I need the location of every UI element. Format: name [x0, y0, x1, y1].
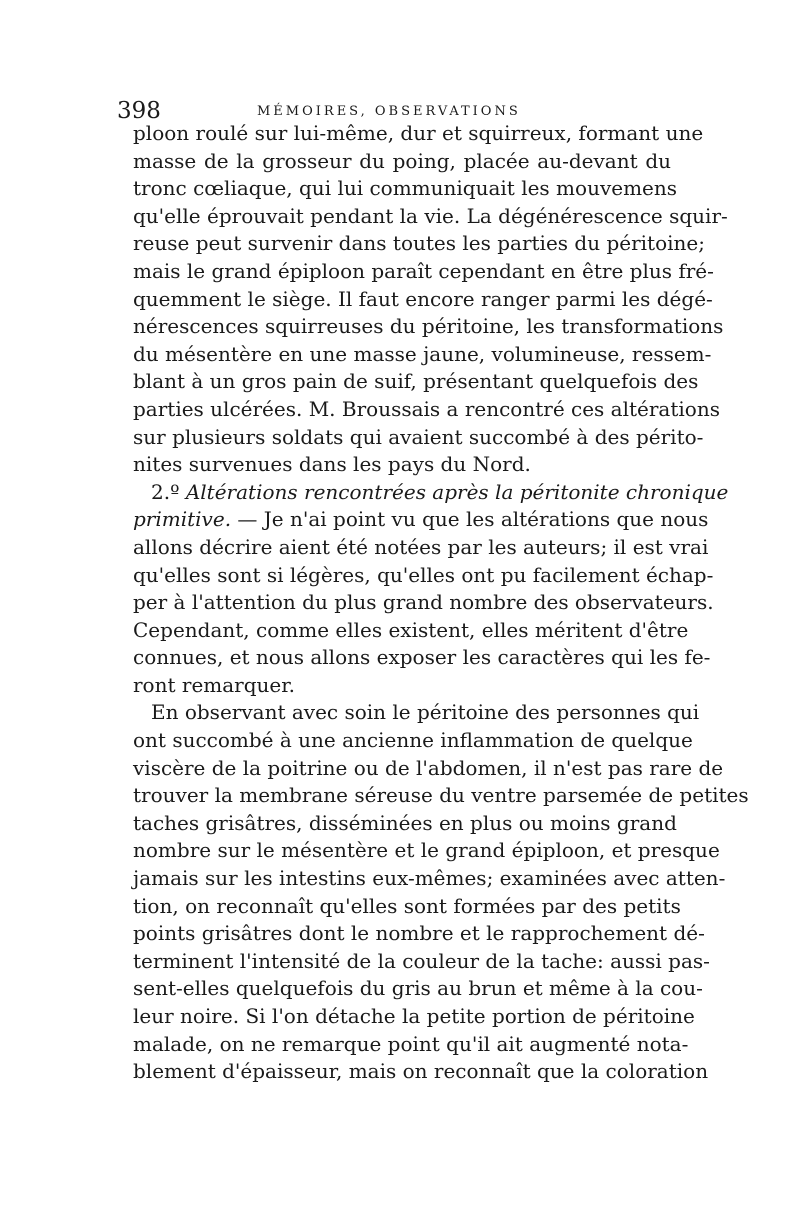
- text-segment: nites survenues dans les pays du Nord.: [133, 452, 531, 477]
- text-line: [133, 975, 703, 1003]
- text-line: [133, 203, 728, 231]
- text-line: [133, 865, 726, 893]
- running-head: MÉMOIRES, OBSERVATIONS: [257, 104, 521, 119]
- text-segment: sur plusieurs soldats qui avaient succombé à des périto-: [133, 424, 704, 449]
- text-segment: taches grisâtres, disséminées en plus ou moins grand: [133, 810, 677, 835]
- text-segment: points grisâtres dont le nombre et le rapprochement dé-: [133, 921, 705, 946]
- text-line: [133, 920, 705, 948]
- text-segment: trouver la membrane séreuse du ventre parsemée de petites: [133, 783, 749, 808]
- text-segment: connues, et nous allons exposer les caractères qui les fe-: [133, 645, 711, 670]
- text-segment: ont succombé à une ancienne inflammation de quelque: [133, 728, 693, 753]
- text-segment: parties ulcérées. M. Broussais a rencontré ces altérations: [133, 396, 720, 421]
- text-segment: 2.º: [151, 479, 186, 504]
- text-segment: quemment le siège. Il faut encore ranger parmi les dégé-: [133, 286, 713, 311]
- text-line: [133, 424, 704, 452]
- text-line: [133, 727, 693, 755]
- text-line: [133, 562, 714, 590]
- text-line: [133, 258, 714, 286]
- text-segment: leur noire. Si l'on détache la petite portion de péritoine: [133, 1004, 695, 1028]
- italic-text: Altérations rencontrées après la péritonite chronique: [185, 479, 729, 504]
- text-line: [133, 755, 724, 783]
- text-line: [133, 175, 678, 203]
- text-line: [133, 1031, 689, 1059]
- text-segment: ront remarquer.: [133, 672, 295, 697]
- text-segment: mais le grand épiploon paraît cependant en être plus fré-: [133, 258, 714, 283]
- text-line: [133, 313, 724, 341]
- text-line: [133, 1058, 709, 1086]
- text-line: [133, 396, 720, 424]
- text-line: [133, 644, 711, 672]
- text-line: [133, 893, 681, 921]
- text-line: [133, 120, 704, 148]
- text-segment: tion, on reconnaît qu'elles sont formées par des petits: [133, 893, 681, 918]
- text-segment: jamais sur les intestins eux-mêmes; examinées avec atten-: [133, 866, 726, 891]
- text-line: [133, 451, 671, 479]
- text-segment: Cependant, comme elles existent, elles méritent d'être: [133, 617, 689, 642]
- text-segment: blant à un gros pain de suif, présentant quelquefois des: [133, 369, 699, 394]
- page-number: 398: [117, 98, 161, 124]
- text-line: [133, 286, 713, 314]
- text-line: [133, 948, 710, 976]
- text-segment: nérescences squirreuses du péritoine, les transformations: [133, 314, 724, 339]
- text-line: [133, 341, 712, 369]
- text-segment: — Je n'ai point vu que les altérations que nous: [231, 507, 709, 532]
- text-segment: nombre sur le mésentère et le grand épiploon, et presque: [133, 838, 720, 863]
- text-line: [133, 810, 677, 838]
- text-line: [133, 782, 749, 810]
- text-line: [133, 368, 699, 396]
- text-segment: per à l'attention du plus grand nombre des observateurs.: [133, 590, 714, 615]
- text-segment: qu'elle éprouvait pendant la vie. La dégénérescence squir-: [133, 203, 728, 228]
- text-line: [133, 230, 705, 258]
- text-line: [133, 617, 689, 645]
- text-line: [133, 534, 709, 562]
- text-segment: du mésentère en une masse jaune, volumineuse, ressem-: [133, 341, 712, 366]
- text-segment: reuse peut survenir dans toutes les parties du péritoine;: [133, 231, 705, 256]
- text-segment: ploon roulé sur lui-même, dur et squirreux, formant une: [133, 121, 704, 145]
- text-segment: malade, on ne remarque point qu'il ait augmenté nota-: [133, 1031, 689, 1056]
- text-segment: tronc cœliaque, qui lui communiquait les mouvemens: [133, 176, 678, 201]
- italic-text: primitive.: [133, 507, 232, 532]
- text-line: [133, 479, 729, 507]
- text-line: [133, 589, 714, 617]
- text-line: [133, 1003, 695, 1031]
- text-line: [133, 506, 709, 534]
- text-segment: qu'elles sont si légères, qu'elles ont pu facilement échap-: [133, 562, 714, 587]
- text-segment: terminent l'intensité de la couleur de la tache: aussi pas-: [133, 948, 710, 973]
- text-line: [133, 837, 720, 865]
- body-text: [133, 120, 749, 1086]
- text-segment: blement d'épaisseur, mais on reconnaît que la coloration: [133, 1059, 709, 1084]
- text-segment: En observant avec soin le péritoine des personnes qui: [151, 700, 700, 725]
- text-segment: sent-elles quelquefois du gris au brun et même à la cou-: [133, 976, 703, 1001]
- text-segment: viscère de la poitrine ou de l'abdomen, il n'est pas rare de: [133, 755, 724, 780]
- text-line: [133, 672, 671, 700]
- text-line: [133, 148, 671, 176]
- text-line: [133, 699, 700, 727]
- text-segment: allons décrire aient été notées par les auteurs; il est vrai: [133, 534, 709, 559]
- text-segment: masse de la grosseur du poing, placée au-devant du: [133, 148, 671, 173]
